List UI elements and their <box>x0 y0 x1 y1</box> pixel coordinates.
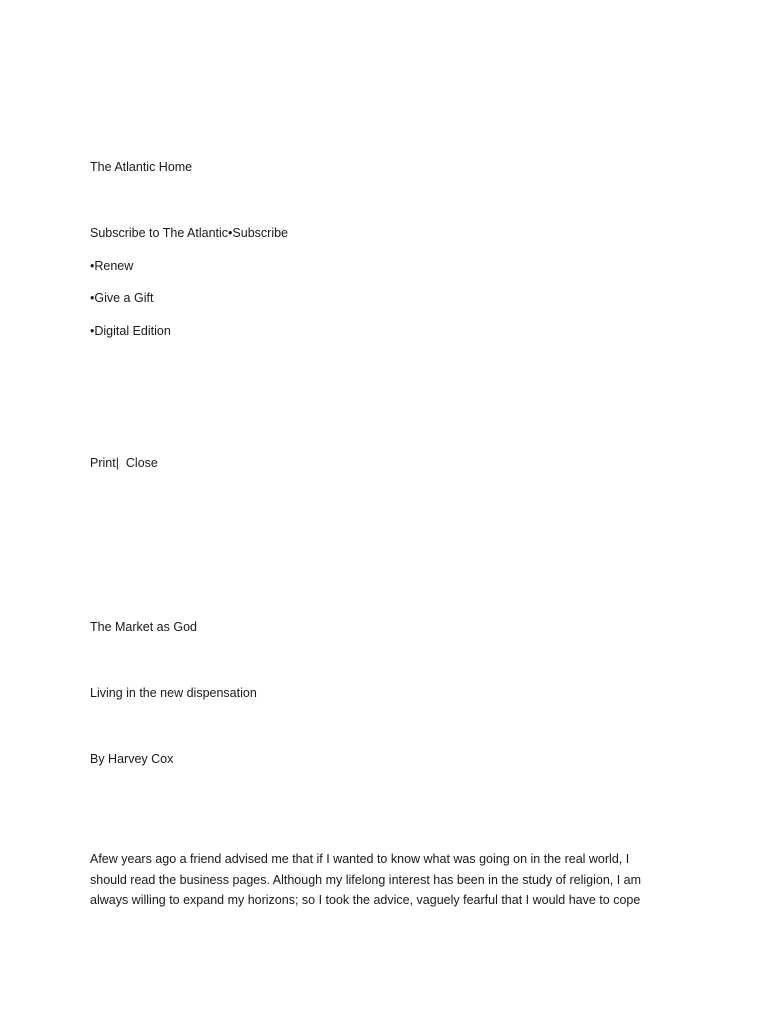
subscribe-link[interactable]: Subscribe to The Atlantic•Subscribe <box>90 226 289 240</box>
give-gift-link[interactable]: •Give a Gift <box>90 291 154 305</box>
print-link[interactable]: Print <box>90 456 116 470</box>
body-line: Afew years ago a friend advised me that if I wanted to know what was going on in the real world, I <box>90 852 630 866</box>
print-close-toolbar <box>90 455 158 471</box>
article-subtitle: Living in the new dispensation <box>90 686 257 700</box>
article-byline: By Harvey Cox <box>90 752 174 766</box>
article-body-paragraph <box>90 849 665 911</box>
atlantic-home-link[interactable]: The Atlantic Home <box>90 160 193 174</box>
digital-edition-link[interactable]: •Digital Edition <box>90 324 171 338</box>
close-link[interactable]: Close <box>125 456 158 470</box>
body-line: always willing to expand my horizons; so I took the advice, vaguely fearful that I would have to cope <box>90 893 641 907</box>
renew-link[interactable]: •Renew <box>90 259 134 273</box>
body-line: should read the business pages. Although my lifelong interest has been in the study of religion, I am <box>90 872 642 887</box>
article-title: The Market as God <box>90 620 197 634</box>
toolbar-separator: | <box>115 456 119 470</box>
